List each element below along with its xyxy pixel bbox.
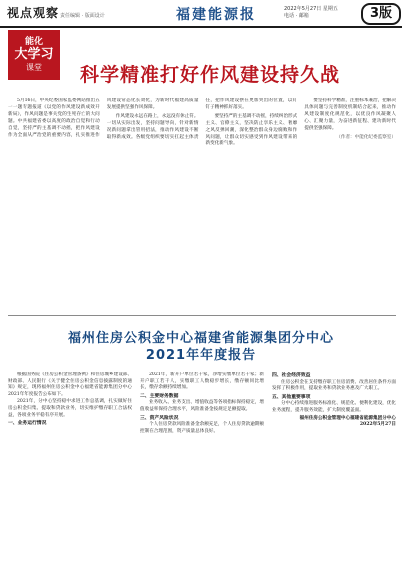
report-section-text: 业务收入、业务支出、增值收益等各项指标保持稳定，增值收益率保持合理水平，风险准备金按规定足额提取。	[140, 400, 264, 412]
report-section-heading: 一、业务运行情况	[8, 420, 47, 427]
column-badge	[8, 30, 60, 80]
report-paragraph: 根据国务院《住房公积金管理条例》和住房城乡建设部、财政部、人民银行《关于健全住房公积金信息披露制度的通知》规定，现将福州住房公积金中心福建省能源集团分中心2021年年度报告公布如下。	[8, 372, 132, 397]
report-section-heading: 二、主要财务数据	[140, 392, 179, 399]
article-paragraph: 作风建设永远在路上，永远没有休止符。一切从实际出发，坚持问题导向，针对新情况新问题拿出管用招法，推动作风建设不断取得新成效。各级党组织要切实扛起主体责任，把作风建设摆在更加突出的位置，以钉钉子精神抓好落实。	[106, 98, 298, 140]
report-section-heading: 三、资产风险状况	[140, 414, 179, 421]
article-paragraph: 5月16日，中央纪委国家监委网站推出五一一题专题报道《以党的作风建设新成效开新局》，作风问题是事关党的生死存亡的大问题。中共福建省委以高度的政治自觉和行动自觉，坚持严的主基调不动摇，把作风建设作为全面从严治党的重要内容，扎实推进作风建设常态化长效化，为新时代福建高质量发展提供坚强作风保障。	[8, 98, 199, 138]
article-paragraph: 要坚持科学精准，注重标本兼治，把解决具体问题与完善制度机制结合起来，推动作风建设制度化规范化，以优良作风凝聚人心、汇聚力量，为奋进新征程、建功新时代提供坚强保障。	[304, 98, 396, 131]
paper-name: 福建能源报	[176, 7, 256, 23]
badge-line-2: 大学习	[14, 47, 54, 62]
report-section-text: 分中心持续推进服务标准化、规范化、便利化建设，优化业务流程，提升服务效能，扩大制度覆盖面。	[272, 401, 396, 413]
report-title-line-2: 2021年年度报告	[145, 348, 257, 363]
report-title	[20, 330, 382, 364]
article-body	[8, 98, 396, 310]
page-header	[0, 0, 402, 28]
report-section-heading: 五、其他重要事项	[272, 393, 311, 400]
report-paragraph: 2021年，分中心坚持稳中求进工作总基调，扎实做好住房公积金归集、提取和贷款业务，切实维护缴存职工合法权益，各项业务平稳有序开展。	[8, 399, 132, 418]
report-section-heading: 四、社会经济效益	[272, 372, 311, 378]
report-section-text: 2021年，新开户单位若干家，净增实缴单位若干家；新开户职工若干人，实缴职工人数稳步增长，缴存额同比增长，缴存余额持续增加。	[140, 372, 264, 391]
report-section-text: 个人住房贷款风险准备金余额充足，个人住房贷款逾期额控制在合理范围，资产质量总体良好。	[140, 422, 264, 434]
report-body	[8, 372, 396, 560]
badge-line-3: 课堂	[26, 63, 42, 72]
article-paragraph: 要坚持严的主基调不动摇，持续纠治形式主义、官僚主义，坚决防止享乐主义、奢靡之风反弹回潮，深化整治群众身边腐败和作风问题，让群众切实感受到作风建设带来的新变化新气象。	[205, 113, 298, 147]
issue-meta	[284, 6, 338, 20]
section-name: 视点观察	[7, 6, 60, 20]
article-headline: 科学精准打好作风建设持久战	[80, 64, 341, 86]
issue-date: 2022年5月27日 星期五	[284, 6, 338, 12]
section-divider	[8, 315, 396, 316]
article-signature: （作者：中能化纪委监察室）	[336, 134, 396, 140]
report-footer-date: 2022年5月27日	[359, 422, 396, 428]
report-section-text: 住房公积金在支持缴存职工住房消费、改善居住条件方面发挥了积极作用，提取业务和贷款业务惠及广大职工。	[272, 379, 396, 392]
report-title-line-1: 福州住房公积金中心福建省能源集团分中心	[67, 331, 334, 346]
badge-line-1: 能化	[24, 37, 43, 47]
page-number: 3版	[361, 3, 401, 25]
report-footer-org: 福州住房公积金管理中心福建省能源集团分中心	[299, 415, 396, 421]
section-tag: 责任编辑 · 版面设计	[60, 13, 105, 19]
issue-contact: 电话 · 邮箱	[284, 13, 309, 19]
